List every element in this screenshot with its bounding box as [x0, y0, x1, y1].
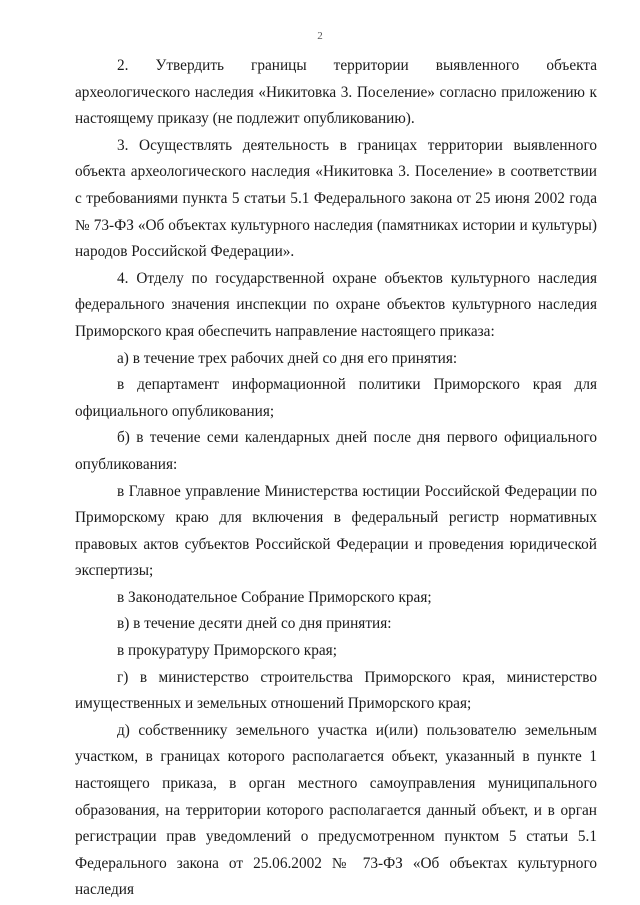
paragraph-4: 4. Отделу по государственной охране объектов культурного наследия федерального значения инспекции по охране объектов культурного наследия Приморского края обеспечить направление настоящего приказа: [75, 269, 597, 340]
paragraph-4a: а) в течение трех рабочих дней со дня его принятия: [117, 349, 458, 367]
paragraph-4d: г) в министерство строительства Приморского края, министерство имущественных и земельных отношений Приморского края; [75, 668, 597, 713]
paragraph-4b-item-1: в Главное управление Министерства юстиции Российской Федерации по Приморскому краю для включения в федеральный регистр нормативных правовых актов субъектов Российской Федерации и проведения юридической экспертизы; [75, 482, 597, 580]
paragraph-4a-item-1: в департамент информационной политики Приморского края для официального опубликования; [75, 376, 597, 420]
document-body [75, 53, 597, 904]
paragraph-4c-item-1: в прокуратуру Приморского края; [117, 642, 337, 660]
paragraph-4c: в) в течение десяти дней со дня принятия: [117, 615, 392, 633]
paragraph-2: 2. Утвердить границы территории выявленного объекта археологического наследия «Никитовка 3. Поселение» согласно приложению к настоящему приказу (не подлежит опубликованию). [75, 57, 597, 128]
paragraph-3: 3. Осуществлять деятельность в границах территории выявленного объекта археологического наследия «Никитовка 3. Поселение» в соответствии с требованиями пункта 5 статьи 5.1 Федерального закона от 25 июня 2002 года № 73-ФЗ «Об объектах культурного наследия (памятниках истории и культуры) народов Российской Федерации». [75, 136, 597, 261]
page-number: 2 [317, 30, 323, 42]
paragraph-4b-item-2: в Законодательное Собрание Приморского края; [117, 588, 432, 606]
paragraph-4b: б) в течение семи календарных дней после дня первого официального опубликования: [75, 429, 597, 473]
paragraph-4e: д) собственнику земельного участка и(или) пользователю земельным участком, в границах которого располагается объект, указанный в пункте 1 настоящего приказа, в орган местного самоуправления муниципального образования, на территории которого располагается данный объект, и в орган регистрации прав уведомлений о предусмотренном пунктом 5 статьи 5.1 Федерального закона от 25.06.2002 № 73-ФЗ «Об объектах культурного наследия [75, 721, 597, 899]
